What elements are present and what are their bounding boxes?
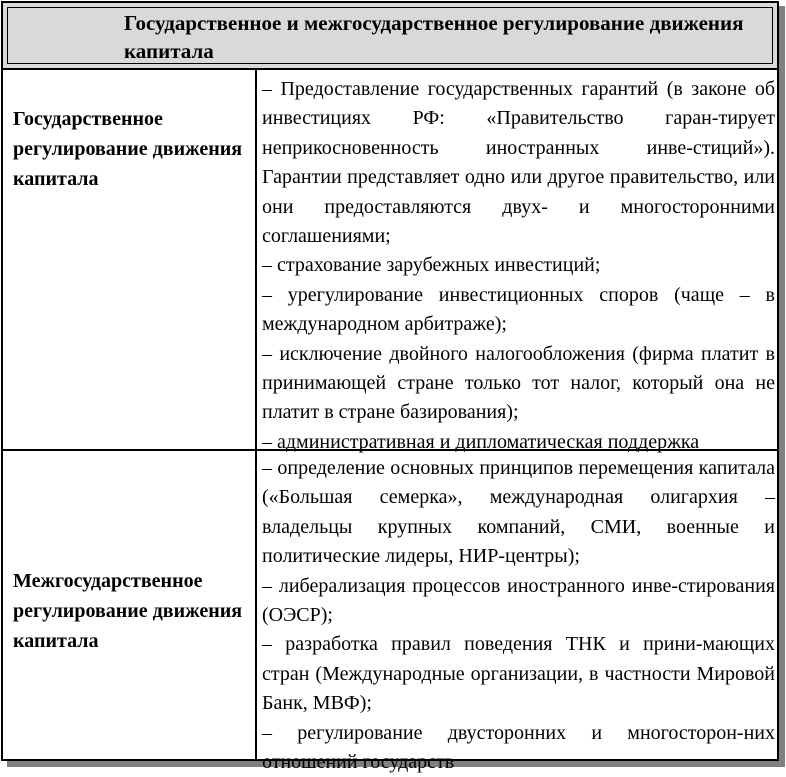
column-divider (255, 70, 257, 761)
state-regulation-list (262, 75, 775, 457)
list-item: – определение основных принципов перемещения капитала («Большая семерка», международная олигархия – владельцы крупных компаний, СМИ, военные и политические лидеры, НИР-центры); (262, 457, 775, 568)
interstate-regulation-list (262, 454, 775, 777)
list-item: – Предоставление государственных гарантий (в законе об инвестициях РФ: «Правительство гаран-тирует неприкосновенность иностранных инве-стиций»). Гарантии представляет одно или другое правительство, или они предоставляются двух- и многосторонними соглашениями; (262, 78, 775, 248)
table-title: Государственное и межгосударственное регулирование движения капитала (124, 11, 744, 63)
list-item: – либерализация процессов иностранного инве-стирования (ОЭСР); (262, 574, 775, 627)
list-item: – страхование зарубежных инвестиций; (262, 254, 601, 277)
table-header (3, 3, 777, 70)
row-heading-interstate-regulation: Межгосударственное регулирование движения капитала (13, 570, 243, 652)
list-item: – регулирование двусторонних и многосторон-них отношений государств (262, 721, 775, 774)
list-item: – административная и дипломатическая поддержка (262, 430, 700, 453)
regulation-table (1, 1, 779, 774)
list-item: – разработка правил поведения ТНК и прини-мающих стран (Международные организации, в частности Мировой Банк, МВФ); (262, 633, 775, 715)
list-item: – урегулирование инвестиционных споров (чаще – в международном арбитраже); (262, 283, 775, 336)
row-heading-state-regulation: Государственное регулирование движения капитала (13, 108, 243, 190)
list-item: – исключение двойного налогообложения (фирма платит в принимающей стране только тот налог, который она не платит в стране базирования); (262, 342, 775, 424)
